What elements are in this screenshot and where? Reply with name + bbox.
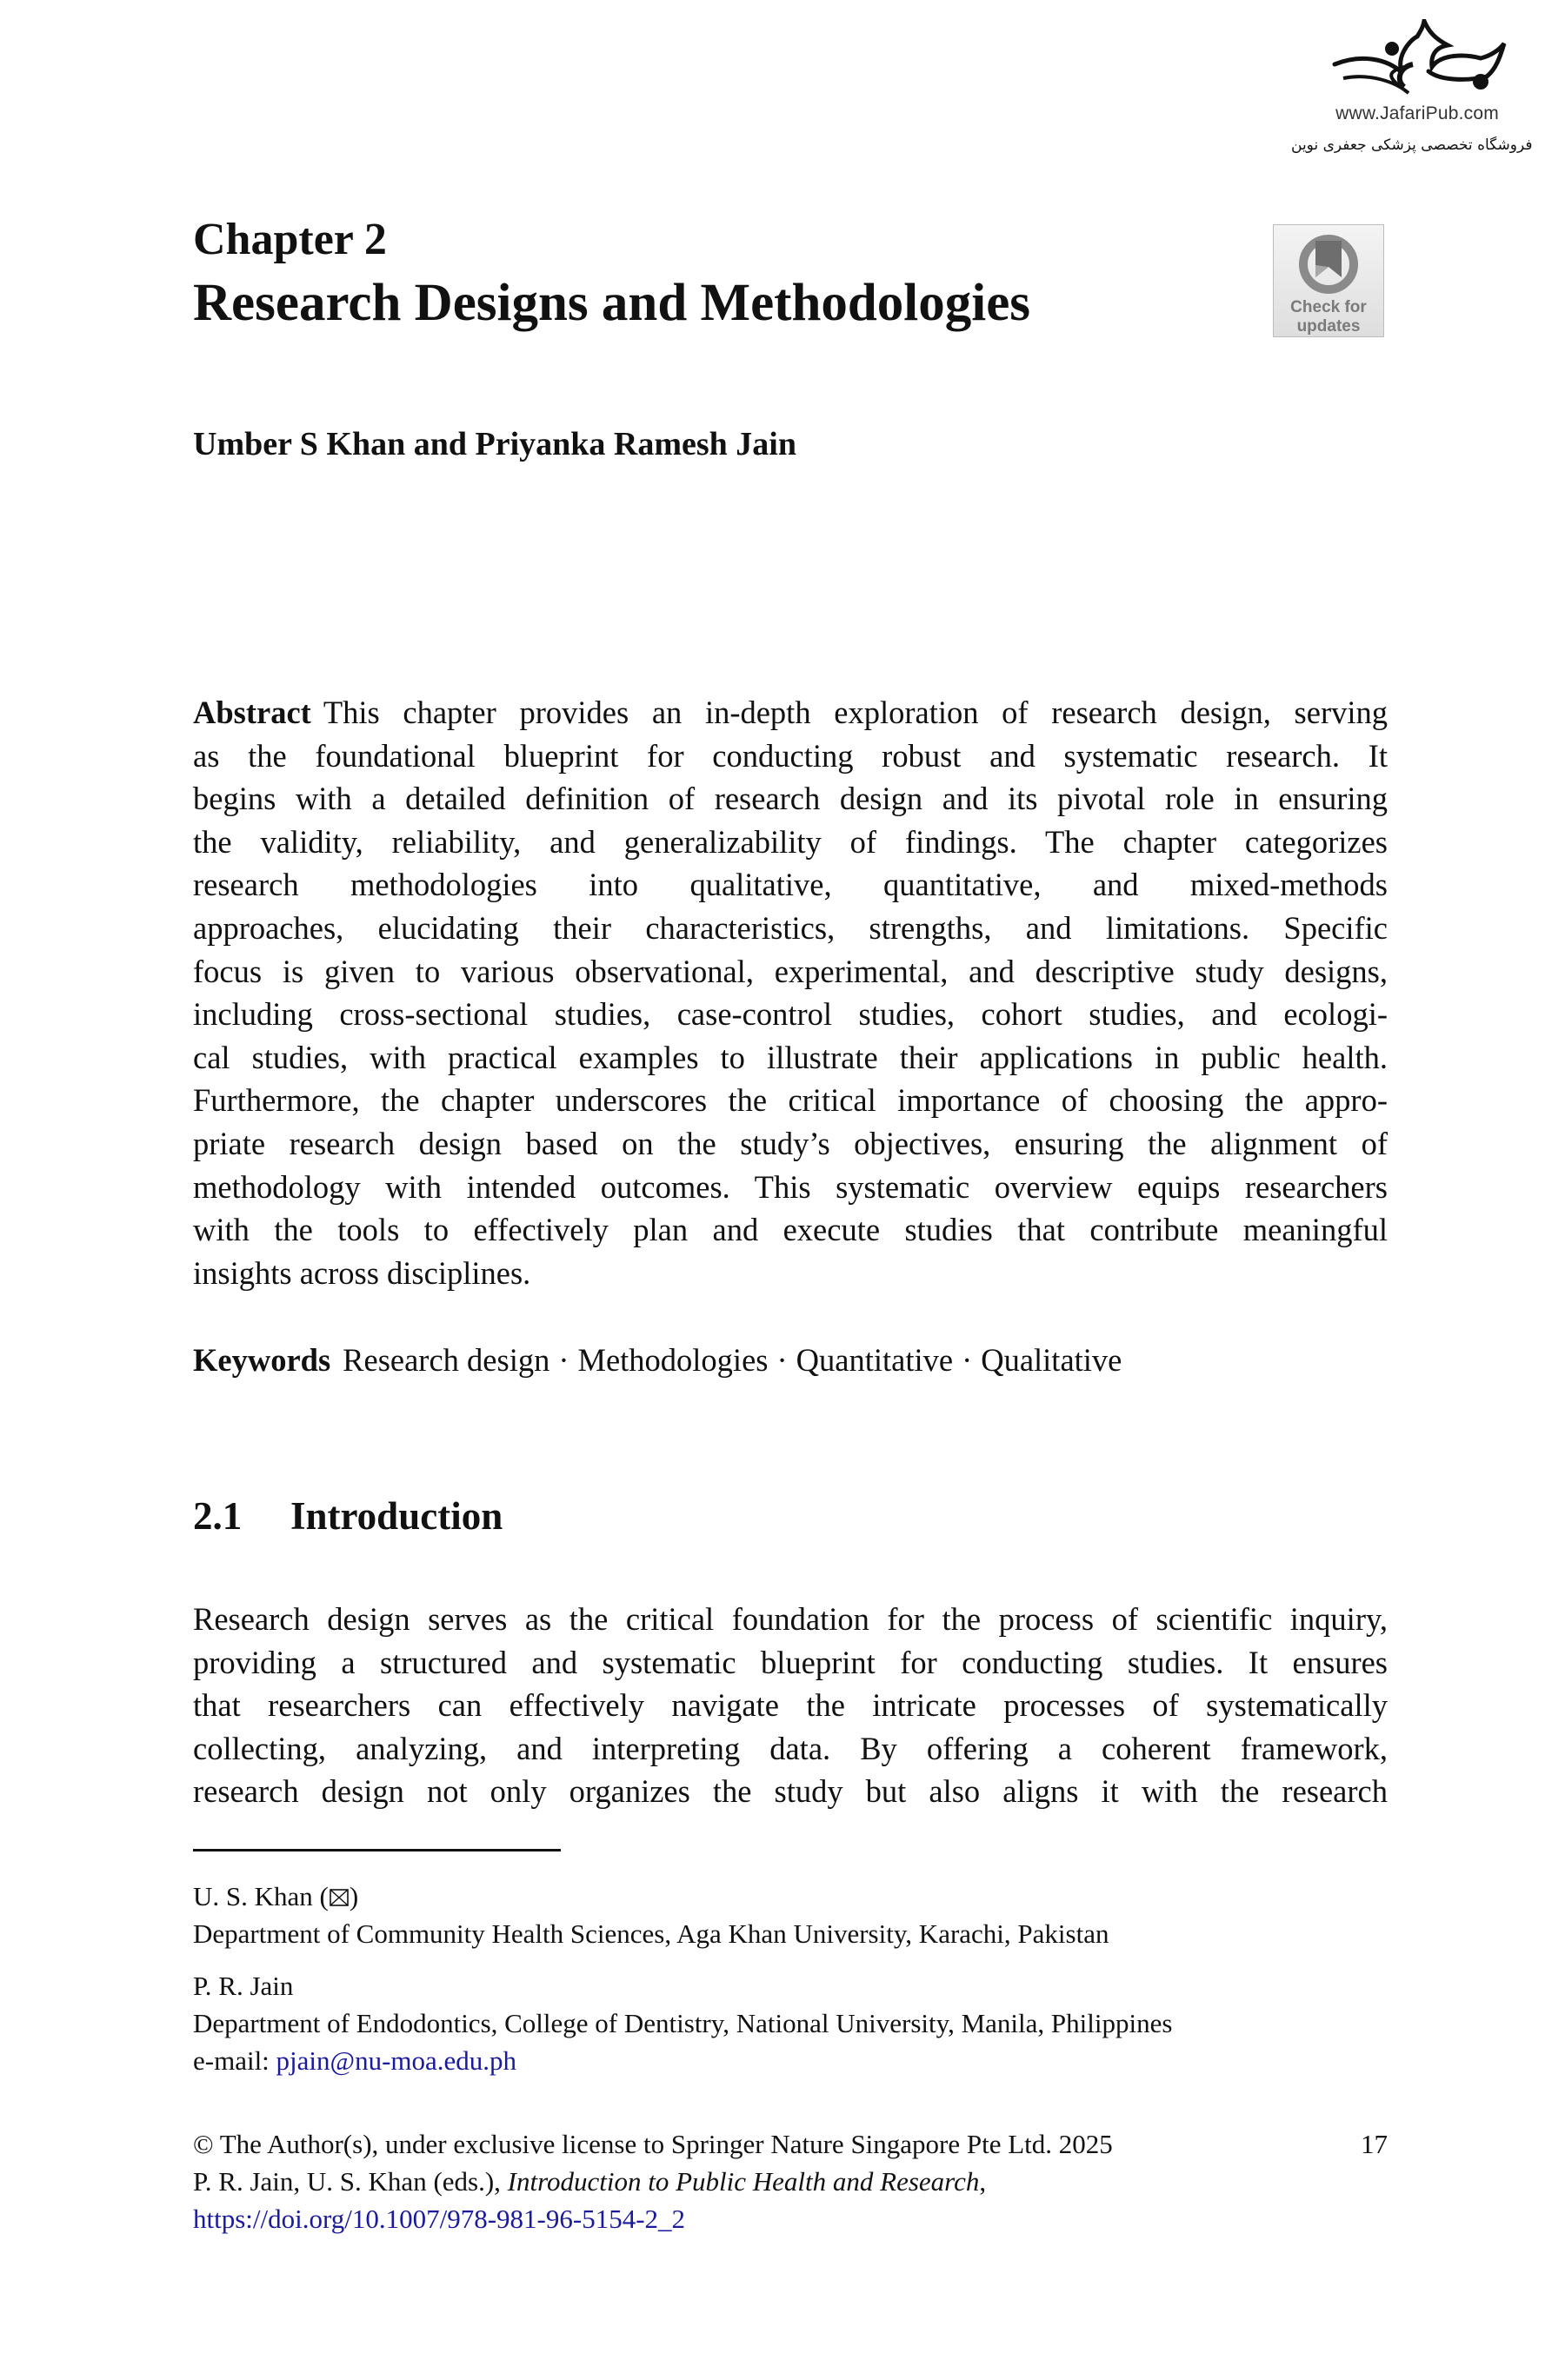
abstract xyxy=(193,691,1388,1294)
keywords xyxy=(193,1339,1122,1381)
publisher-stamp xyxy=(1291,19,1543,176)
abstract-line: with the tools to effectively plan and execute studies that contribute meaningful xyxy=(193,1212,1388,1248)
abstract-line: focus is given to various observational, experimental, and descriptive study designs, xyxy=(193,953,1388,989)
section-heading xyxy=(193,1492,503,1539)
keyword-separator: · xyxy=(776,1342,788,1378)
check-for-updates-line1: Check for xyxy=(1290,298,1367,316)
author1-line: U. S. Khan ( ) xyxy=(193,1881,359,1911)
keyword-separator: · xyxy=(962,1342,973,1378)
copyright-block xyxy=(193,2125,1113,2237)
abstract-line: Abstract This chapter provides an in-depth exploration of research design, serving xyxy=(193,695,1388,730)
email-link[interactable]: pjain@nu-moa.edu.ph xyxy=(276,2045,517,2076)
keyword: Research design xyxy=(343,1342,550,1378)
jafaripub-logo-icon xyxy=(1326,19,1508,102)
doi-link[interactable]: https://doi.org/10.1007/978-981-96-5154-2_2 xyxy=(193,2204,686,2234)
abstract-line: approaches, elucidating their characteristics, strengths, and limitations. Specific xyxy=(193,909,1388,946)
abstract-label: Abstract xyxy=(193,695,311,730)
abstract-line: including cross-sectional studies, case-control studies, cohort studies, and ecologi- xyxy=(193,996,1388,1033)
paragraph-line: research design not only organizes the study but also aligns it with the research xyxy=(193,1773,1388,1810)
check-for-updates-button[interactable] xyxy=(1273,224,1384,337)
author-footnotes xyxy=(193,1878,1172,2079)
chapter-authors: Umber S Khan and Priyanka Ramesh Jain xyxy=(193,426,796,462)
book-title: Introduction to Public Health and Research xyxy=(507,2166,980,2197)
abstract-line: Furthermore, the chapter underscores the critical importance of choosing the appro- xyxy=(193,1082,1388,1119)
page-number: 17 xyxy=(1361,2129,1388,2159)
bookmark-ring-icon xyxy=(1296,232,1361,296)
keyword: Quantitative xyxy=(796,1342,954,1378)
copyright-line: © The Author(s), under exclusive license to Springer Nature Singapore Pte Ltd. 2025 xyxy=(193,2129,1113,2159)
footnote-divider xyxy=(193,1849,561,1851)
keyword: Methodologies xyxy=(577,1342,769,1378)
abstract-line: priate research design based on the study’s objectives, ensuring the alignment of xyxy=(193,1125,1388,1161)
section-title: Introduction xyxy=(290,1494,503,1538)
paragraph-line: providing a structured and systematic blueprint for conducting studies. It ensures xyxy=(193,1644,1388,1680)
author2-email-line xyxy=(193,2042,1172,2079)
abstract-line: insights across disciplines. xyxy=(193,1254,531,1291)
publisher-url: www.JafariPub.com xyxy=(1335,103,1499,123)
book-citation: P. R. Jain, U. S. Khan (eds.), Introduction to Public Health and Research, xyxy=(193,2166,987,2197)
paragraph-line: collecting, analyzing, and interpreting data. By offering a coherent framework, xyxy=(193,1730,1388,1766)
author1-affiliation: Department of Community Health Sciences, Aga Khan University, Karachi, Pakistan xyxy=(193,1918,1109,1949)
introduction-paragraph xyxy=(193,1598,1388,1813)
paragraph-line: Research design serves as the critical foundation for the process of scientific inquiry, xyxy=(193,1601,1388,1637)
paragraph-line: that researchers can effectively navigate the intricate processes of systematically xyxy=(193,1687,1388,1724)
author2-affiliation: Department of Endodontics, College of Dentistry, National University, Manila, Philippines xyxy=(193,2008,1173,2038)
keywords-label: Keywords xyxy=(193,1342,331,1378)
author1-name: U. S. Khan xyxy=(193,1881,313,1911)
chapter-title: Research Designs and Methodologies xyxy=(193,274,1031,332)
publisher-tagline: فروشگاه تخصصی پزشکی جعفری نوین xyxy=(1291,136,1533,154)
abstract-line: research methodologies into qualitative, quantitative, and mixed-methods xyxy=(193,867,1388,903)
keyword: Qualitative xyxy=(981,1342,1122,1378)
chapter-label: Chapter 2 xyxy=(193,215,387,264)
section-number: 2.1 xyxy=(193,1494,243,1538)
abstract-line: begins with a detailed definition of research design and its pivotal role in ensuring xyxy=(193,781,1388,817)
abstract-line: as the foundational blueprint for conducting robust and systematic research. It xyxy=(193,737,1388,774)
abstract-line: cal studies, with practical examples to illustrate their applications in public health. xyxy=(193,1039,1388,1075)
envelope-icon[interactable] xyxy=(329,1887,350,1908)
abstract-line: the validity, reliability, and generalizability of findings. The chapter categorizes xyxy=(193,823,1388,860)
email-label: e-mail: xyxy=(193,2045,270,2076)
abstract-line: methodology with intended outcomes. This systematic overview equips researchers xyxy=(193,1168,1388,1205)
author2-name: P. R. Jain xyxy=(193,1971,294,2001)
check-for-updates-line2: updates xyxy=(1296,317,1361,336)
keyword-separator: · xyxy=(558,1342,569,1378)
